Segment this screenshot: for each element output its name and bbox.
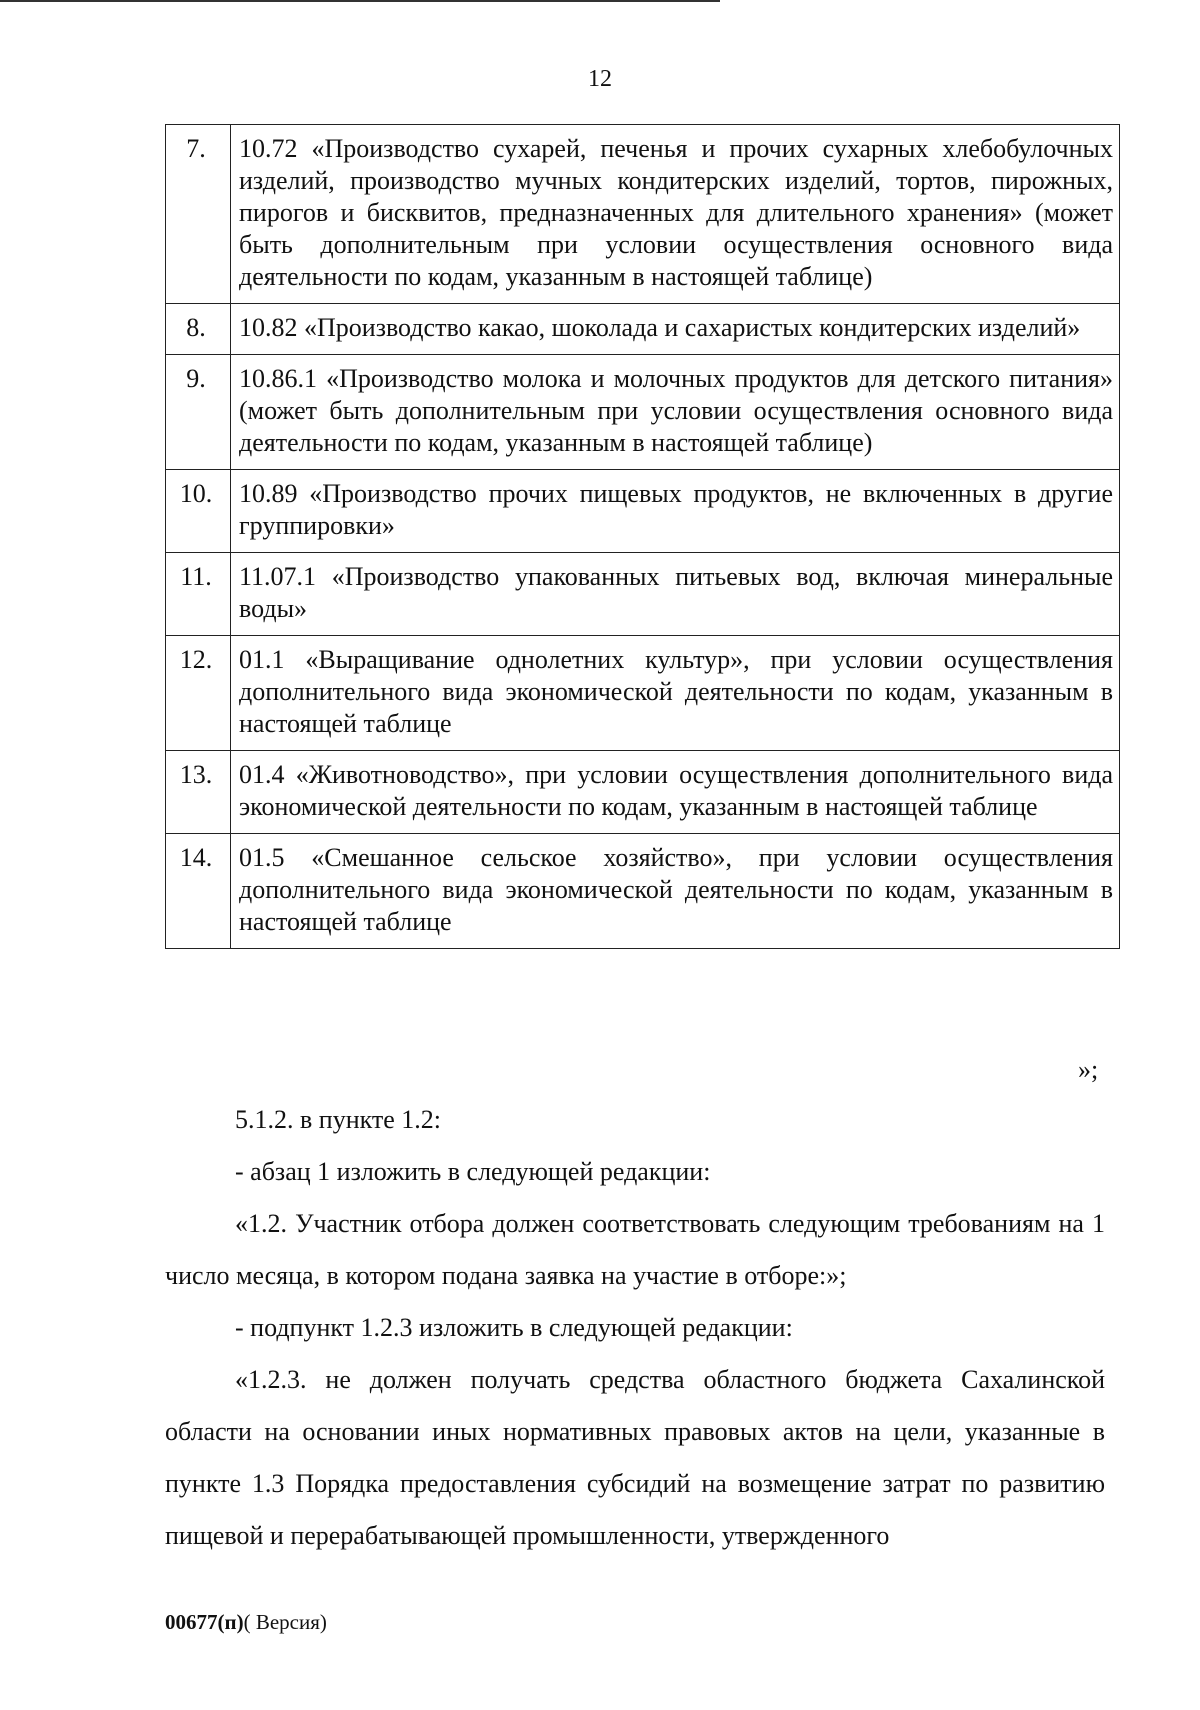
document-code: 00677(п) [165,1610,244,1634]
paragraph-subitem-1-2-3: - подпункт 1.2.3 изложить в следующей редакции: [235,1313,793,1342]
paragraph-quote-1-2-3: «1.2.3. не должен получать средства областного бюджета Сахалинской области на основании иных нормативных правовых актов на цели, указанные в пункте 1.3 Порядка предоставления субсидий на возмещение затрат по развитию пищевой и перерабатывающей промышленности, утвержденного [165,1365,1105,1550]
row-number: 7. [166,125,231,304]
row-number: 14. [166,834,231,949]
table-row [166,355,1120,470]
row-number: 12. [166,636,231,751]
row-number: 10. [166,470,231,553]
row-number: 11. [166,553,231,636]
scan-edge-line [0,0,720,2]
table-row [166,553,1120,636]
row-number: 8. [166,304,231,355]
table-row [166,636,1120,751]
table-row [166,834,1120,949]
row-number: 9. [166,355,231,470]
table-row [166,304,1120,355]
paragraph-quote-1-2: «1.2. Участник отбора должен соответствовать следующим требованиям на 1 число месяца, в котором подана заявка на участие в отборе:»; [165,1209,1105,1290]
paragraph-abzac-1: - абзац 1 изложить в следующей редакции: [235,1157,711,1186]
document-footer [165,1610,327,1635]
paragraph-item-5-1-2: 5.1.2. в пункте 1.2: [235,1105,442,1134]
row-text: 11.07.1 «Производство упакованных питьевых вод, включая минеральные воды» [231,553,1120,636]
activity-codes-table [165,124,1120,949]
table-row [166,125,1120,304]
row-text: 10.86.1 «Производство молока и молочных продуктов для детского питания» (может быть дополнительным при условии осуществления основного вида деятельности по кодам, указанным в настоящей таблице) [231,355,1120,470]
row-text: 10.89 «Производство прочих пищевых продуктов, не включенных в другие группировки» [231,470,1120,553]
row-number: 13. [166,751,231,834]
table-row [166,470,1120,553]
row-text: 01.4 «Животноводство», при условии осуществления дополнительного вида экономической деятельности по кодам, указанным в настоящей таблице [231,751,1120,834]
closing-quote: »; [1078,1055,1099,1084]
row-text: 10.82 «Производство какао, шоколада и сахаристых кондитерских изделий» [231,304,1120,355]
document-version: ( Версия) [243,1610,327,1634]
row-text: 10.72 «Производство сухарей, печенья и прочих сухарных хлебобулочных изделий, производство мучных кондитерских изделий, тортов, пирожных, пирогов и бисквитов, предназначенных для длительного хранения» (может быть дополнительным при условии осуществления основного вида деятельности по кодам, указанным в настоящей таблице) [231,125,1120,304]
table-row [166,751,1120,834]
page-number: 12 [588,66,612,92]
row-text: 01.1 «Выращивание однолетних культур», при условии осуществления дополнительного вида экономической деятельности по кодам, указанным в настоящей таблице [231,636,1120,751]
row-text: 01.5 «Смешанное сельское хозяйство», при условии осуществления дополнительного вида экономической деятельности по кодам, указанным в настоящей таблице [231,834,1120,949]
